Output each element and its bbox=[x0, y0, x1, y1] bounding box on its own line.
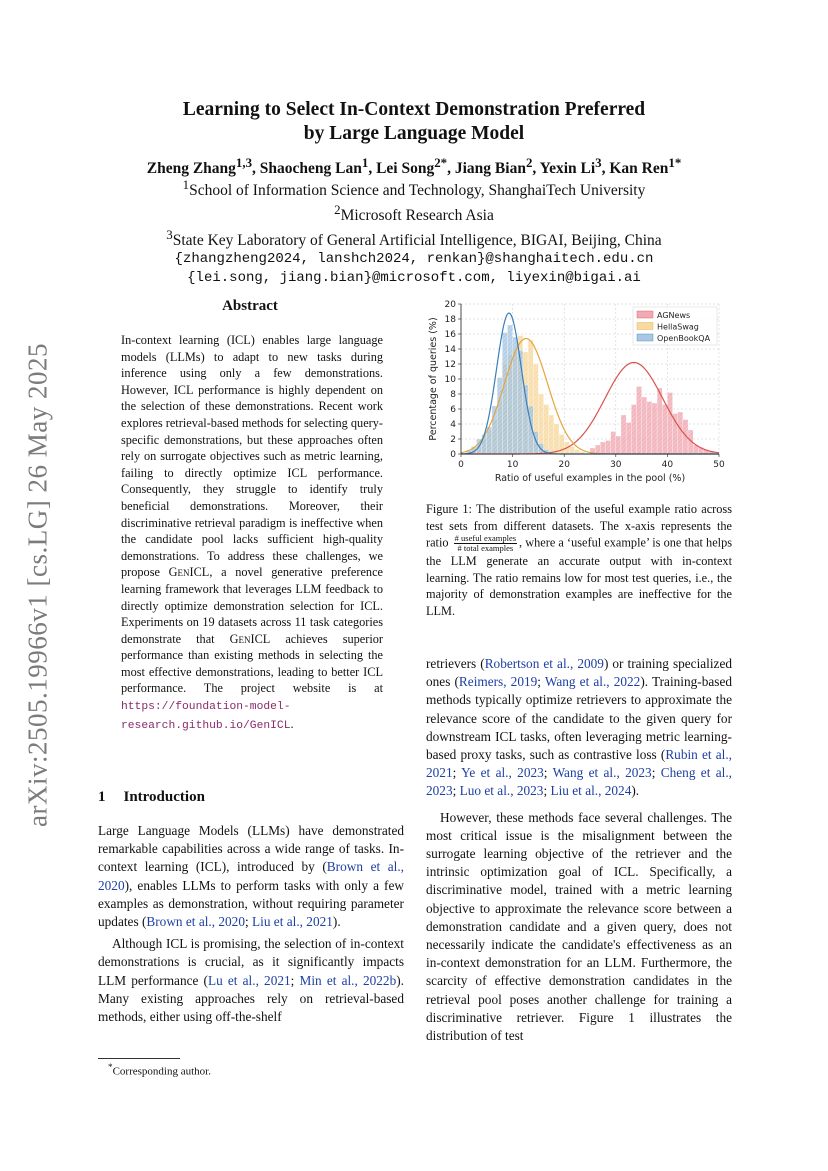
y-tick-label: 18 bbox=[444, 315, 456, 325]
histogram-bar-openbookqa bbox=[513, 337, 518, 454]
author-sup: 1* bbox=[668, 155, 682, 170]
intro-body bbox=[98, 822, 404, 1026]
right-paragraph-1: retrievers (Robertson et al., 2009) or training specialized ones (Reimers, 2019; Wang et al., 2022). Training-based methods typically optimize retrievers to approximate the relevance score of the candidate to the given query for downstream ICL tasks, often leveraging metric learning-based proxy tasks, such as contrastive loss (Rubin et al., 2021; Ye et al., 2023; Wang et al., 2023; Cheng et al., 2023; Luo et al., 2023; Liu et al., 2024). bbox=[426, 656, 733, 799]
legend-swatch bbox=[637, 323, 653, 330]
y-tick-label: 10 bbox=[444, 375, 456, 385]
author: Yexin Li bbox=[539, 160, 596, 178]
citation[interactable]: Lu et al., 2021 bbox=[207, 972, 291, 988]
right-column-body bbox=[426, 655, 732, 1045]
histogram-bar-openbookqa bbox=[482, 435, 487, 455]
histogram-bar-hellaswag bbox=[549, 415, 554, 454]
project-link[interactable]: https://foundation-model-research.github.io/GenICL bbox=[121, 701, 291, 732]
section-title: Introduction bbox=[123, 789, 205, 805]
citation[interactable]: Reimers, 2019 bbox=[458, 674, 538, 690]
histogram-bar-agnews bbox=[657, 388, 662, 454]
footnote: *Corresponding author. bbox=[108, 1062, 211, 1078]
y-axis-label: Percentage of queries (%) bbox=[428, 317, 439, 441]
y-tick-label: 6 bbox=[450, 405, 456, 415]
figure-caption: Figure 1: The distribution of the useful example ratio across test sets from different datasets. The x-axis represents the ratio $\frac{\text{\# useful examples}}{\text{\# total examples}}$ , where a ‘useful example’ is one that helps the LLM generate an accurate output with in-context learning. The ratio remains low for most test queries, i.e., the majority of demonstration examples are ineffective for the LLM. bbox=[426, 502, 733, 618]
x-tick-label: 50 bbox=[713, 460, 725, 470]
x-axis-label: Ratio of useful examples in the pool (%) bbox=[494, 473, 686, 484]
histogram-bar-hellaswag bbox=[569, 447, 574, 455]
histogram-bar-agnews bbox=[636, 387, 641, 455]
citation[interactable]: Robertson et al., 2009 bbox=[484, 656, 604, 671]
citation[interactable]: Brown et al., 2020 bbox=[98, 859, 404, 893]
y-tick-label: 12 bbox=[444, 360, 456, 370]
citation[interactable]: Rubin et al., 2021 bbox=[426, 747, 733, 781]
histogram-bar-agnews bbox=[631, 405, 636, 455]
histogram-bar-agnews bbox=[605, 441, 610, 455]
author-sup: 2* bbox=[434, 155, 448, 170]
citation[interactable]: Ye et al., 2023 bbox=[461, 765, 544, 781]
x-tick-label: 0 bbox=[458, 460, 464, 470]
figure-1 bbox=[426, 296, 732, 488]
histogram-chart bbox=[426, 296, 732, 488]
abstract-body: In-context learning (ICL) enables large language models (LLMs) to adapt to new tasks during inference using only a few demonstrations. However, ICL performance is highly dependent on the selection of these demonstrations. Recent work explores retrieval-based methods for selecting query-specific demonstrations, but these approaches often rely on surrogate objectives such as metric learning, failing to directly optimize ICL performance. Consequently, they struggle to identify truly beneficial demonstrations. Moreover, their discriminative retrieval paradigm is ineffective when the candidate pool lacks sufficient high-quality demonstrations. To address these challenges, we propose GenICL, a novel generative preference learning framework that leverages LLM feedback to directly optimize demonstration selection for ICL. Experiments on 19 datasets across 11 task categories demonstrate that GenICL achieves superior performance than existing methods in selecting the most effective demonstrations, leading to better ICL performance. The project website is at https://foundation-model-research.github.io/GenICL. bbox=[121, 333, 383, 732]
affiliation-3: $^3$State Key Laboratory of General Artificial Intelligence, BIGAI, Beijing, China bbox=[166, 227, 662, 250]
author: Kan Ren bbox=[609, 160, 669, 178]
y-tick-label: 14 bbox=[444, 345, 456, 355]
title-line-1: Learning to Select In-Context Demonstration Preferred bbox=[182, 99, 646, 120]
histogram-bar-agnews bbox=[667, 393, 672, 455]
author-sup: 1 bbox=[361, 155, 369, 170]
x-tick-label: 20 bbox=[558, 460, 570, 470]
histogram-bar-openbookqa bbox=[507, 325, 512, 454]
author-sup: 3 bbox=[595, 155, 602, 170]
footnote-rule bbox=[98, 1058, 180, 1059]
method-name: GenICL bbox=[168, 565, 210, 580]
histogram-bar-agnews bbox=[678, 412, 683, 454]
histogram-bar-agnews bbox=[673, 414, 678, 455]
histogram-bar-agnews bbox=[616, 436, 621, 454]
histogram-bar-agnews bbox=[642, 397, 647, 454]
citation[interactable]: Liu et al., 2021 bbox=[252, 914, 333, 930]
author: Zheng Zhang bbox=[146, 160, 236, 178]
author: Jiang Bian bbox=[454, 160, 526, 178]
citation[interactable]: Min et al., 2022b bbox=[299, 972, 397, 988]
affiliation-2: $^2$Microsoft Research Asia bbox=[334, 202, 494, 225]
legend-swatch bbox=[637, 334, 653, 341]
right-paragraph-2: However, these methods face several challenges. The most critical issue is the misalignment between the surrogate learning objective of the retriever and the intrinsic optimization goal of ICL. Specifically, a discriminative model, trained with a metric learning objective to approximate the relevance score between a demonstration candidate and a given query, does not necessarily indicate the candidate's effectiveness as an in-context demonstration for an LLM. Furthermore, the scarcity of effective demonstration candidates in the retrieval pool poses another challenge for training a discriminative retriever. Figure 1 illustrates the distribution of test bbox=[426, 809, 732, 1044]
histogram-bar-openbookqa bbox=[502, 333, 507, 455]
histogram-bar-agnews bbox=[595, 445, 600, 454]
author-list: Zheng Zhang$^{1,3}$, Shaocheng Lan$^1$, Lei Song$^{2*}$, Jiang Bian$^2$, Yexin Li$^3$, Kan Ren$^{1*}$ bbox=[146, 155, 682, 178]
histogram-bar-hellaswag bbox=[554, 424, 559, 454]
author-sup: 2 bbox=[525, 155, 533, 170]
section-heading bbox=[98, 789, 205, 806]
paper-title bbox=[100, 98, 728, 146]
author: Lei Song bbox=[376, 160, 435, 178]
y-tick-label: 4 bbox=[450, 420, 456, 430]
citation[interactable]: Wang et al., 2022 bbox=[544, 674, 641, 690]
legend-swatch bbox=[637, 311, 653, 318]
y-tick-label: 2 bbox=[450, 435, 456, 445]
histogram-bar-openbookqa bbox=[497, 378, 502, 455]
arxiv-id: arXiv:2505.19966v1 [cs.LG] 26 May 2025 bbox=[22, 343, 53, 827]
legend-label: HellaSwag bbox=[657, 322, 699, 332]
affiliation-1: $^1$School of Information Science and Technology, ShanghaiTech University bbox=[182, 177, 646, 200]
histogram-bar-openbookqa bbox=[518, 351, 523, 455]
citation[interactable]: Cheng et al., 2023 bbox=[426, 765, 732, 799]
email-line-2: {lei.song, jiang.bian}@microsoft.com, liyexin@bigai.ai bbox=[187, 270, 641, 287]
legend-label: OpenBookQA bbox=[657, 334, 711, 343]
histogram-bar-agnews bbox=[626, 423, 631, 455]
y-tick-label: 0 bbox=[450, 450, 456, 460]
method-name: GenICL bbox=[229, 631, 271, 646]
histogram-bar-hellaswag bbox=[575, 450, 580, 455]
citation[interactable]: Liu et al., 2024 bbox=[550, 783, 632, 799]
title-line-2: by Large Language Model bbox=[303, 123, 525, 144]
citation[interactable]: Wang et al., 2023 bbox=[552, 765, 652, 781]
arxiv-sidebar bbox=[18, 340, 58, 830]
citation[interactable]: Luo et al., 2023 bbox=[459, 783, 544, 799]
histogram-bar-agnews bbox=[600, 442, 605, 454]
y-tick-label: 8 bbox=[450, 390, 456, 400]
email-line-1: {zhangzheng2024, lanshch2024, renkan}@shanghaitech.edu.cn bbox=[174, 251, 654, 268]
histogram-bar-agnews bbox=[652, 403, 657, 454]
x-tick-label: 10 bbox=[506, 460, 519, 470]
abstract-heading: Abstract bbox=[222, 298, 278, 314]
ratio-fraction: $\frac{\text{\# useful examples}}{\text{\# total examples}}$ bbox=[454, 533, 517, 554]
intro-paragraph-1: Large Language Models (LLMs) have demonstrated remarkable capabilities across a wide range of tasks. In-context learning (ICL), introduced by (Brown et al., 2020), enables LLMs to perform tasks with only a few examples as demonstration, without requiring parameter updates (Brown et al., 2020; Liu et al., 2021). bbox=[98, 823, 404, 930]
histogram-bar-hellaswag bbox=[544, 405, 549, 455]
x-tick-label: 40 bbox=[661, 460, 674, 470]
y-tick-label: 20 bbox=[444, 300, 456, 310]
intro-paragraph-2: Although ICL is promising, the selection of in-context demonstrations is crucial, as it significantly impacts LLM performance (Lu et al., 2021; Min et al., 2022b). Many existing approaches rely on retrieval-based methods, either using off-the-shelf bbox=[98, 936, 404, 1025]
section-number: 1 bbox=[98, 789, 106, 805]
citation[interactable]: Brown et al., 2020 bbox=[146, 914, 245, 930]
x-tick-label: 30 bbox=[610, 460, 622, 470]
author-sup: 1,3 bbox=[235, 155, 253, 170]
histogram-bar-agnews bbox=[621, 415, 626, 454]
author: Shaocheng Lan bbox=[259, 160, 362, 178]
histogram-bar-agnews bbox=[611, 432, 616, 455]
affiliation-block bbox=[100, 175, 728, 288]
histogram-bar-agnews bbox=[662, 405, 667, 455]
legend-label: AGNews bbox=[657, 311, 691, 320]
y-tick-label: 16 bbox=[444, 330, 456, 340]
histogram-bar-agnews bbox=[647, 402, 652, 455]
